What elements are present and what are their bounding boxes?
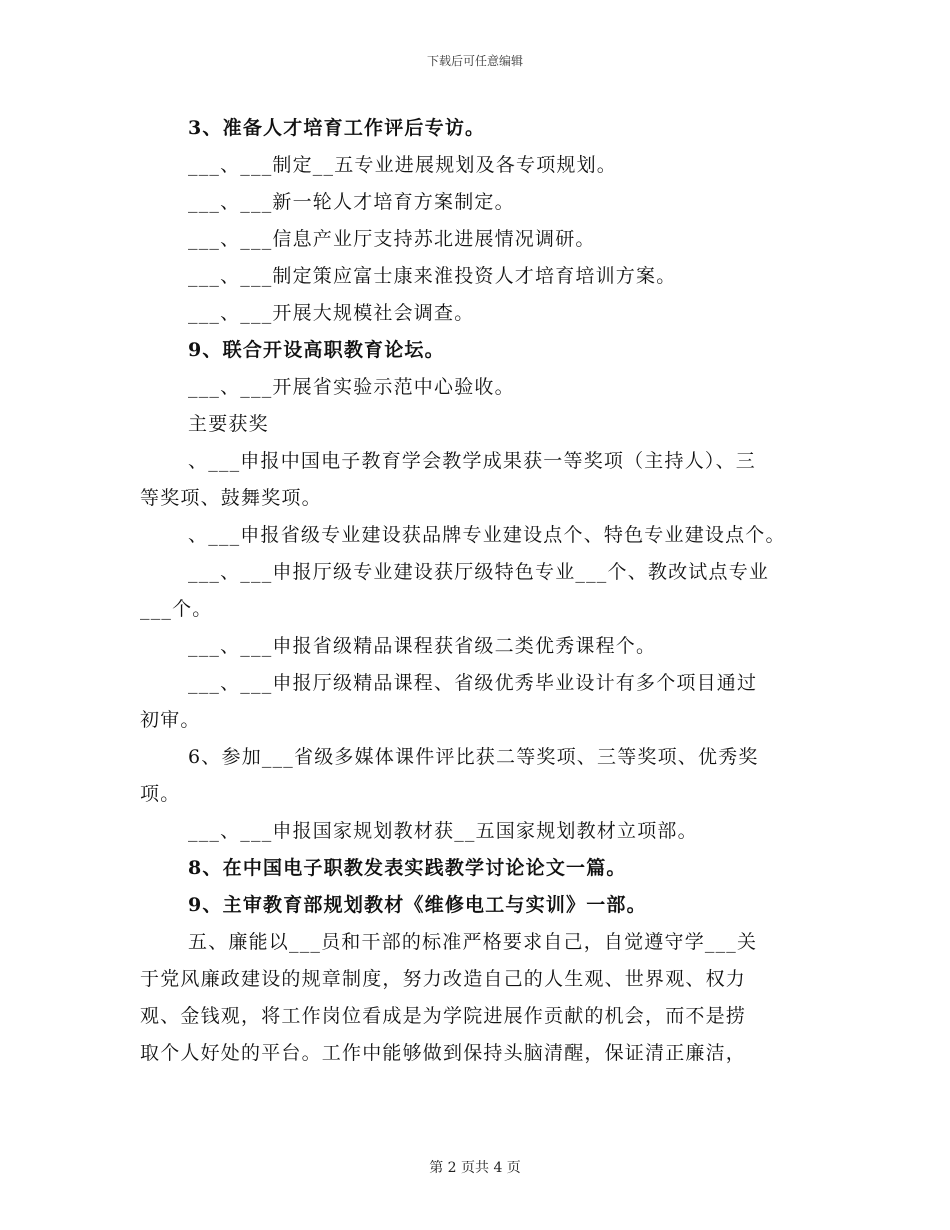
section-heading: 9、主审教育部规划教材《维修电工与实训》一部。 bbox=[188, 894, 647, 916]
body-line: 于党风廉政建设的规章制度，努力改造自己的人生观、世界观、权力 bbox=[140, 968, 747, 990]
body-line: ___、___开展省实验示范中心验收。 bbox=[188, 376, 515, 398]
body-line: ___、___制定策应富士康来淮投资人才培育培训方案。 bbox=[188, 265, 677, 287]
body-line: 6、参加___省级多媒体课件评比获二等奖项、三等奖项、优秀奖 bbox=[188, 746, 759, 768]
body-line: 初审。 bbox=[140, 709, 201, 731]
page-header: 下载后可任意编辑 bbox=[426, 54, 523, 68]
subheading: 主要获奖 bbox=[188, 413, 269, 435]
body-line: 项。 bbox=[140, 783, 181, 805]
body-line: 、___申报省级专业建设获品牌专业建设点个、特色专业建设点个。 bbox=[188, 524, 786, 546]
body-line: 观、金钱观，将工作岗位看成是为学院进展作贡献的机会，而不是捞 bbox=[140, 1005, 747, 1027]
body-line: 五、廉能以___员和干部的标准严格要求自己，自觉遵守学___关 bbox=[188, 931, 758, 953]
section-heading: 8、在中国电子职教发表实践教学讨论论文一篇。 bbox=[188, 857, 627, 879]
body-line: 、___申报中国电子教育学会教学成果获一等奖项（主持人）、三 bbox=[188, 450, 757, 472]
body-line: ___、___申报省级精品课程获省级二类优秀课程个。 bbox=[188, 635, 657, 657]
body-line: ___、___申报厅级精品课程、省级优秀毕业设计有多个项目通过 bbox=[188, 672, 758, 694]
section-heading: 9、联合开设高职教育论坛。 bbox=[188, 339, 445, 361]
body-line: 等奖项、鼓舞奖项。 bbox=[140, 487, 322, 509]
section-heading: 3、准备人才培育工作评后专访。 bbox=[188, 117, 486, 139]
body-line: ___、___申报国家规划教材获__五国家规划教材立项部。 bbox=[188, 820, 698, 842]
body-line: ___、___开展大规模社会调查。 bbox=[188, 302, 475, 324]
body-line: 取个人好处的平台。工作中能够做到保持头脑清醒，保证清正廉洁， bbox=[140, 1042, 747, 1064]
body-line: ___、___制定__五专业进展规划及各专项规划。 bbox=[188, 154, 618, 176]
body-line: ___、___申报厅级专业建设获厅级特色专业___个、教改试点专业 bbox=[188, 561, 770, 583]
page-footer: 第 2 页共 4 页 bbox=[429, 1160, 521, 1176]
body-line: ___个。 bbox=[140, 598, 213, 620]
body-line: ___、___新一轮人才培育方案制定。 bbox=[188, 191, 515, 213]
body-line: ___、___信息产业厅支持苏北进展情况调研。 bbox=[188, 228, 596, 250]
